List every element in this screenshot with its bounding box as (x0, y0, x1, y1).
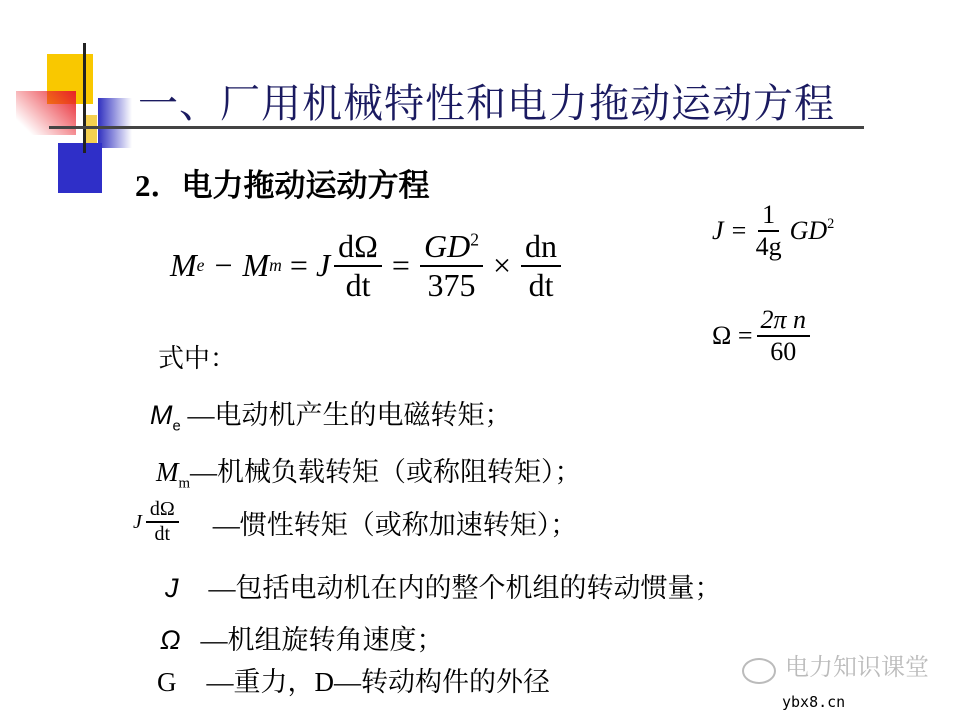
list-item (133, 498, 577, 546)
numerator: dn (521, 228, 561, 267)
description: —电动机产生的电磁转矩； (187, 400, 512, 430)
watermark-name: 电力知识课堂 (785, 653, 929, 681)
operator: × (492, 247, 512, 284)
fraction (334, 228, 382, 304)
deco-small-yellow (86, 115, 97, 143)
description: —重力，D—转动构件的外径 (206, 667, 550, 697)
motion-equation (170, 228, 565, 304)
symbol: GD (789, 215, 828, 245)
subscript: e (196, 255, 205, 276)
symbol: J (165, 573, 179, 603)
list-item (150, 393, 512, 434)
symbol: Ω (160, 625, 181, 655)
deco-blue-square (58, 143, 102, 193)
symbol: J (315, 247, 331, 284)
fraction (521, 228, 561, 304)
inertia-formula (712, 200, 834, 262)
description: —机械负载转矩（或称阻转矩）； (190, 457, 582, 487)
fraction (757, 305, 811, 367)
fraction (752, 200, 786, 262)
subscript: e (172, 418, 181, 435)
exponent: 2 (470, 229, 479, 250)
operator: − (214, 247, 233, 284)
numerator: 1 (758, 200, 779, 232)
operator: = (289, 247, 308, 284)
deco-vertical-line (83, 43, 86, 153)
description: —机组旋转角速度； (200, 625, 444, 655)
list-item (157, 660, 550, 699)
angular-speed-formula (712, 305, 814, 367)
fraction (420, 228, 483, 304)
denominator: dt (345, 266, 371, 303)
numerator: dΩ (334, 228, 382, 267)
symbol: M (150, 400, 173, 430)
list-item (156, 450, 582, 492)
list-item (165, 566, 722, 605)
symbol: G (157, 667, 177, 697)
operator: = (391, 247, 410, 284)
symbol: M (242, 247, 270, 284)
lhs: Ω = (712, 320, 753, 350)
watermark-site: ybx8.cn (782, 693, 846, 711)
list-item (160, 618, 444, 657)
subscript: m (178, 475, 191, 492)
deco-blue-gradient (98, 98, 132, 148)
where-label: 式中： (158, 344, 237, 373)
lhs: J = (712, 215, 748, 245)
wechat-icon (742, 658, 776, 684)
denominator: 4g (755, 231, 782, 261)
description: —包括电动机在内的整个机组的转动惯量； (208, 573, 722, 603)
description: —惯性转矩（或称加速转矩）； (212, 509, 578, 540)
denominator: 375 (427, 266, 476, 303)
denominator: 60 (770, 336, 797, 366)
symbol: M (170, 247, 197, 284)
denominator: dt (528, 266, 554, 303)
exponent: 2 (827, 216, 835, 232)
section-subtitle: 2．电力拖动运动方程 (135, 168, 430, 203)
fraction (146, 498, 179, 546)
numerator (420, 228, 483, 267)
denominator: dt (154, 523, 171, 545)
symbol: J (133, 510, 142, 533)
symbol: M (156, 457, 179, 487)
slide-title: 一、厂用机械特性和电力拖动运动方程 (138, 81, 835, 126)
subscript: m (269, 255, 282, 276)
numerator: dΩ (146, 498, 179, 523)
numerator: 2π n (757, 305, 811, 337)
symbol: GD (423, 228, 471, 264)
